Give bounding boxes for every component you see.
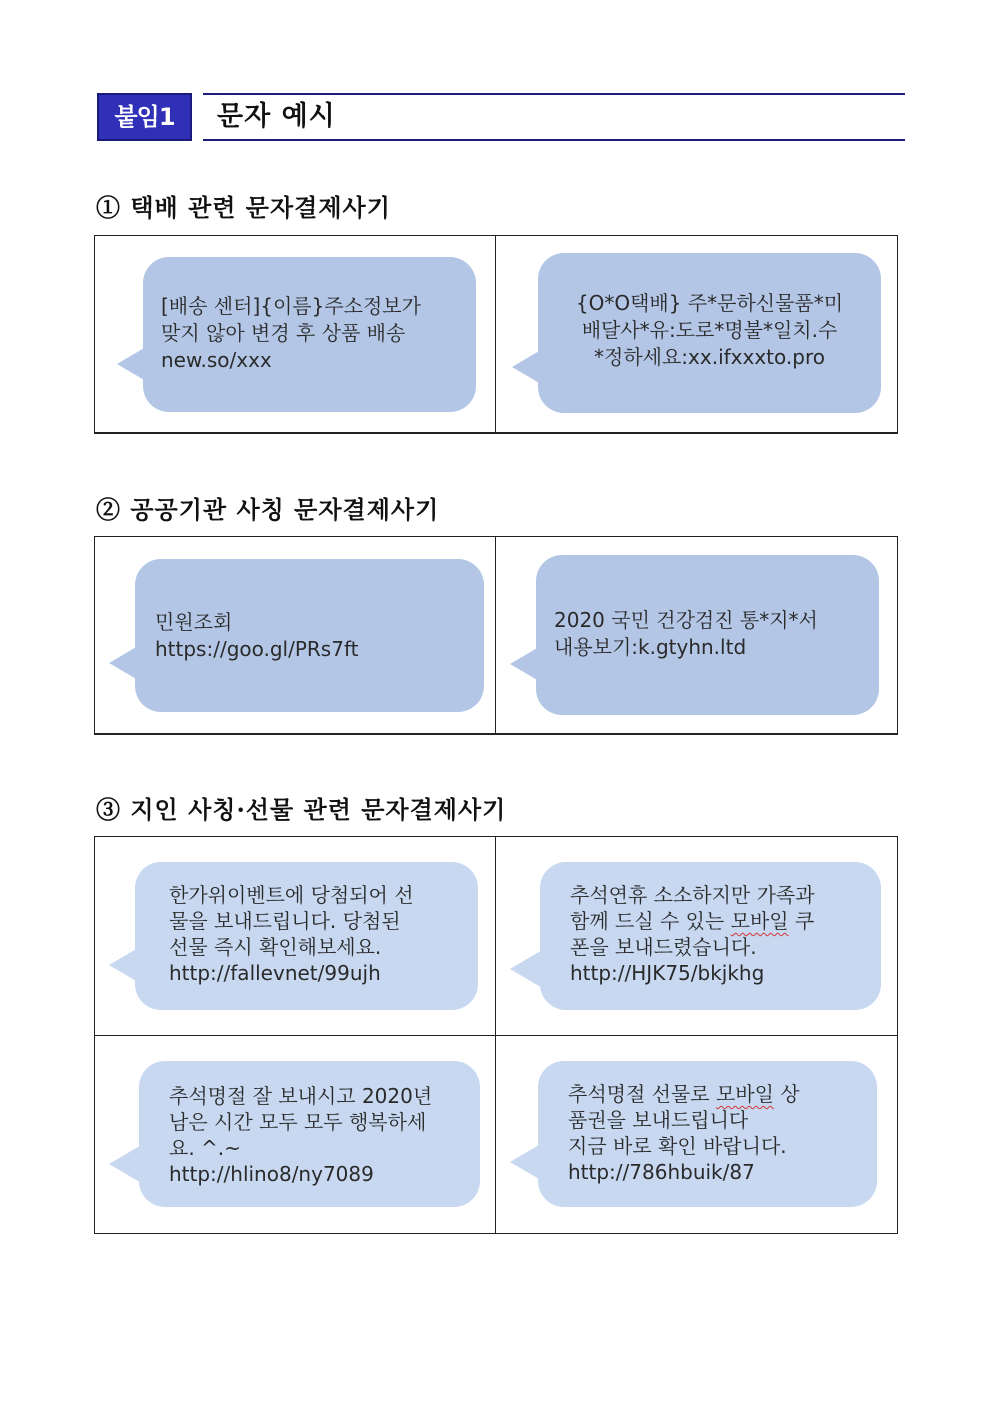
sms-bubble: [536, 555, 879, 715]
bubble-tail: [109, 1144, 143, 1184]
sms-bubble: [538, 253, 881, 413]
sms-bubble: [135, 862, 478, 1010]
sms-text: 한가위이벤트에 당첨되어 선 물을 보내드립니다. 당첨된 선물 즉시 확인해보세요. http://fallevnet/99ujh: [169, 883, 414, 985]
header-title-box: [203, 93, 905, 141]
message-cell: [496, 1036, 897, 1233]
spellcheck-mark: 모바일: [730, 909, 789, 933]
section-heading-acquaintance: ③ 지인 사칭·선물 관련 문자결제사기: [96, 795, 507, 824]
page-title: 문자 예시: [217, 101, 336, 132]
message-cell: [496, 837, 897, 1036]
message-grid-acquaintance: [94, 836, 898, 1234]
sms-text: [배송 센터]{이름}주소정보가 맞지 않아 변경 후 상품 배송 new.so/xxx: [161, 294, 421, 372]
sms-text: {O*O택배} 주*문하신물품*미 배달사*유:도로*명불*일치.수 *정하세요:xx.ifxxxto.pro: [575, 291, 844, 369]
message-cell: [95, 236, 496, 433]
message-cell: [95, 837, 496, 1036]
sms-bubble: [139, 1061, 480, 1207]
message-cell: [496, 537, 897, 734]
message-grid-delivery: [94, 235, 898, 434]
sms-bubble: [135, 559, 484, 712]
spellcheck-mark: 모바일: [715, 1082, 774, 1106]
section-heading-delivery: ① 택배 관련 문자결제사기: [96, 193, 391, 222]
sms-bubble: [540, 862, 881, 1010]
message-grid-public: [94, 536, 898, 735]
sms-text: 민원조회 https://goo.gl/PRs7ft: [155, 610, 359, 661]
sms-text: 추석명절 선물로 모바일 상 품권을 보내드립니다 지금 바로 확인 바랍니다. http://786hbuik/87: [568, 1082, 800, 1184]
bubble-tail: [510, 949, 544, 989]
message-cell: [95, 1036, 496, 1233]
message-cell: [95, 537, 496, 734]
sms-bubble: [143, 257, 476, 412]
section-heading-public: ② 공공기관 사칭 문자결제사기: [96, 495, 440, 524]
sms-text: 2020 국민 건강검진 통*지*서 내용보기:k.gtyhn.ltd: [554, 608, 818, 659]
sms-bubble: [538, 1061, 877, 1207]
message-cell: [496, 236, 897, 433]
attachment-badge: 붙임1: [97, 93, 192, 141]
sms-text: 추석명절 잘 보내시고 2020년 남은 시간 모두 모두 행복하세 요. ^.~ http://hlino8/ny7089: [169, 1084, 433, 1186]
sms-text: 추석연휴 소소하지만 가족과 함께 드실 수 있는 모바일 쿠 폰을 보내드렸습니다. http://HJK75/bkjkhg: [570, 883, 815, 985]
